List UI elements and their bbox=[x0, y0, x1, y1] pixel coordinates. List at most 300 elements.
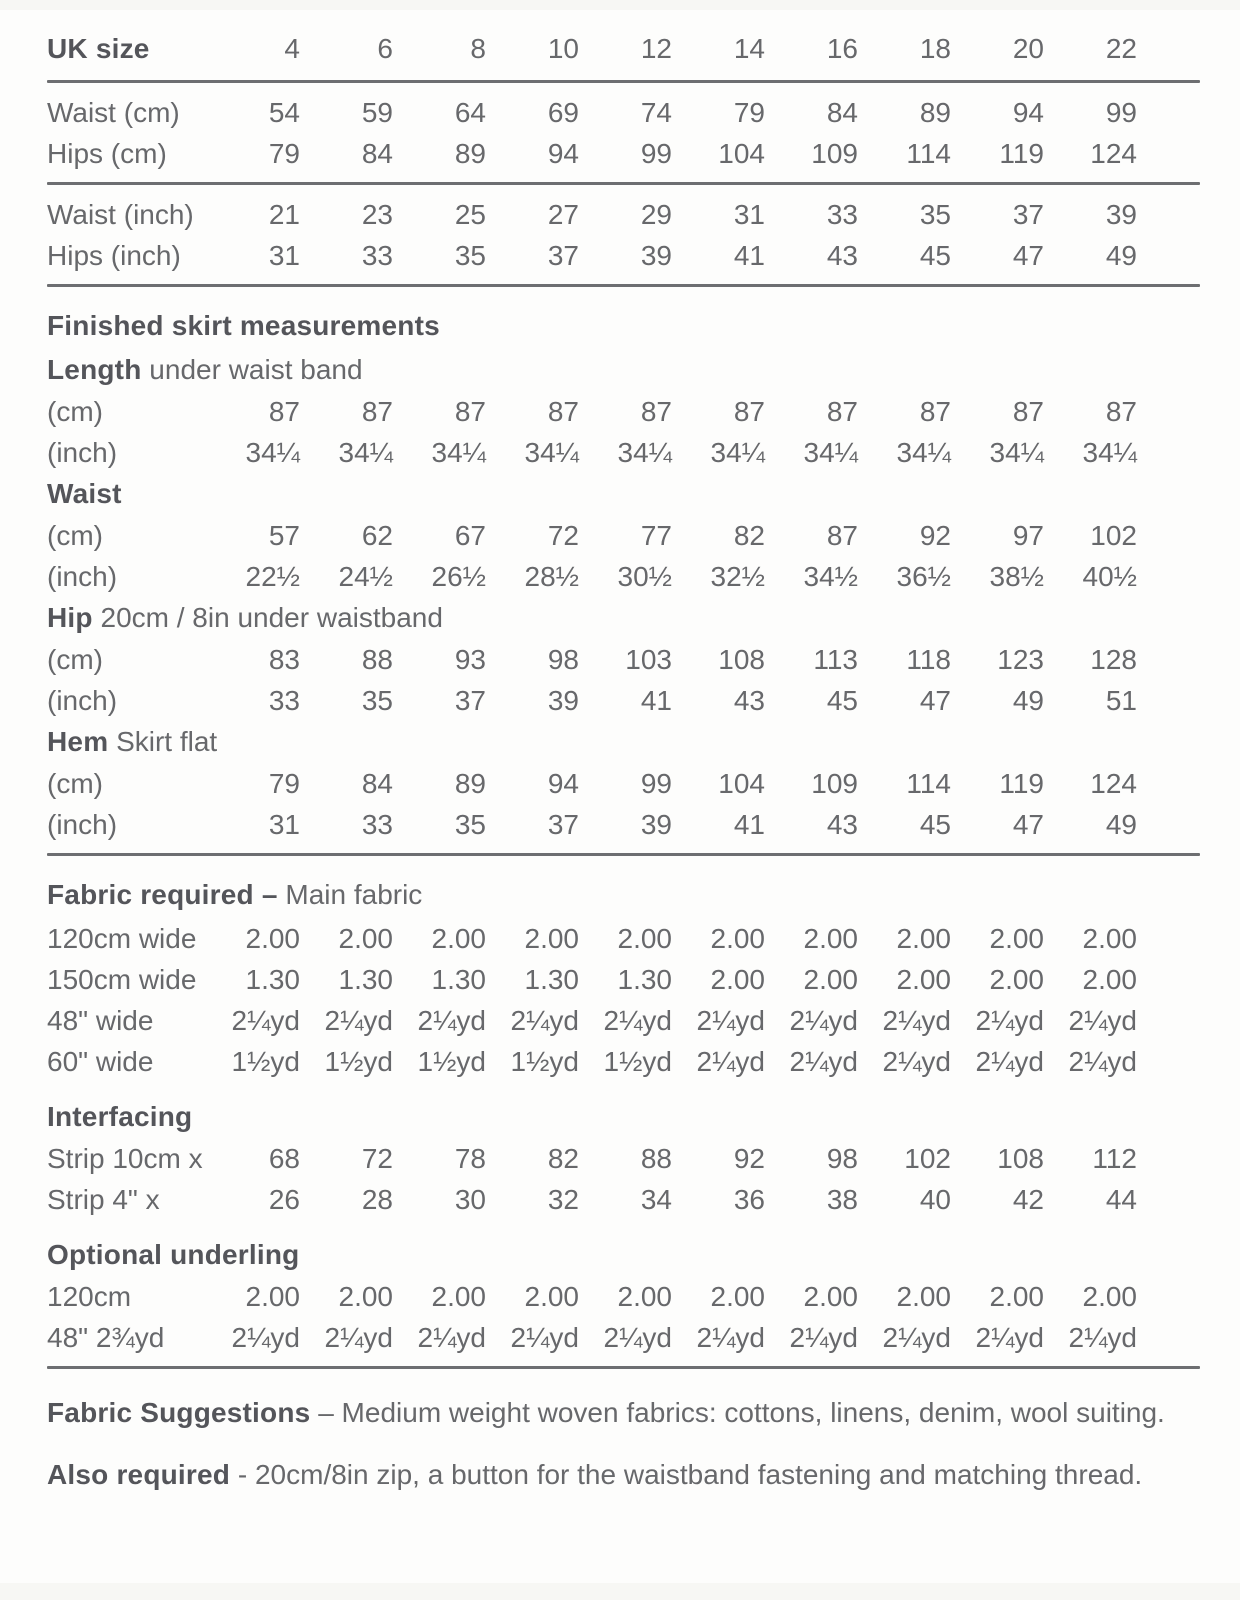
row-spacer bbox=[1137, 556, 1200, 597]
cell-value: 23 bbox=[361, 198, 393, 230]
section-title-cell bbox=[47, 349, 1200, 391]
cell-value: 2¼yd bbox=[510, 1321, 579, 1353]
cell-value: 79 bbox=[268, 137, 300, 169]
cell-value: 49 bbox=[1105, 239, 1137, 271]
cell-value: 123 bbox=[997, 643, 1044, 675]
row-label: Waist (inch) bbox=[47, 198, 194, 230]
cell-value: 74 bbox=[640, 96, 672, 128]
section-title-cell bbox=[47, 296, 1200, 349]
cell-value: 1.30 bbox=[431, 963, 486, 995]
data-row bbox=[47, 1276, 1200, 1317]
cell-value: 31 bbox=[268, 808, 300, 840]
cell-value: 2¼yd bbox=[696, 1321, 765, 1353]
cell-value: 2¼yd bbox=[975, 1004, 1044, 1036]
also-required-label: Also required bbox=[47, 1459, 231, 1490]
cell-value: 39 bbox=[640, 239, 672, 271]
cell-value: 1.30 bbox=[524, 963, 579, 995]
subtitle-row bbox=[47, 473, 1200, 515]
also-required-note bbox=[47, 1452, 1172, 1497]
rule-row bbox=[47, 276, 1200, 296]
cell-value: 34¼ bbox=[710, 436, 765, 468]
cell-value: 14 bbox=[733, 33, 765, 64]
cell-value: 99 bbox=[640, 767, 672, 799]
size-chart-table bbox=[47, 26, 1200, 1378]
subtitle-row bbox=[47, 597, 1200, 639]
section-title-cell bbox=[47, 1082, 1200, 1138]
data-row bbox=[47, 1138, 1200, 1179]
cell-value: 20 bbox=[1012, 33, 1044, 64]
cell-value: 1½yd bbox=[510, 1045, 579, 1077]
data-row bbox=[47, 1041, 1200, 1082]
cell-value: 2.00 bbox=[1082, 922, 1137, 954]
row-label: (inch) bbox=[47, 436, 118, 468]
row-label: (cm) bbox=[47, 767, 103, 799]
cell-value: 59 bbox=[361, 96, 393, 128]
data-row bbox=[47, 556, 1200, 597]
cell-value: 26 bbox=[268, 1183, 300, 1215]
section-title-cell bbox=[47, 865, 1200, 918]
cell-value: 2¼yd bbox=[417, 1004, 486, 1036]
cell-value: 22 bbox=[1105, 33, 1137, 64]
row-spacer bbox=[1137, 235, 1200, 276]
cell-value: 37 bbox=[1012, 198, 1044, 230]
cell-value: 2.00 bbox=[524, 922, 579, 954]
row-label: (cm) bbox=[47, 519, 103, 551]
row-spacer bbox=[1137, 432, 1200, 473]
cell-value: 2.00 bbox=[1082, 1280, 1137, 1312]
cell-value: 108 bbox=[997, 1142, 1044, 1174]
cell-value: 87 bbox=[733, 395, 765, 427]
cell-value: 2¼yd bbox=[417, 1321, 486, 1353]
cell-value: 94 bbox=[547, 137, 579, 169]
data-row bbox=[47, 918, 1200, 959]
cell-value: 28 bbox=[361, 1183, 393, 1215]
rule-row bbox=[47, 845, 1200, 865]
cell-value: 102 bbox=[1090, 519, 1137, 551]
cell-value: 37 bbox=[454, 684, 486, 716]
cell-value: 37 bbox=[547, 808, 579, 840]
cell-value: 45 bbox=[826, 684, 858, 716]
cell-value: 34¼ bbox=[1082, 436, 1137, 468]
data-row bbox=[47, 133, 1200, 174]
cell-value: 41 bbox=[733, 808, 765, 840]
cell-value: 114 bbox=[906, 137, 951, 169]
row-spacer bbox=[1137, 918, 1200, 959]
cell-value: 2.00 bbox=[431, 1280, 486, 1312]
notes-section bbox=[47, 1390, 1172, 1497]
row-spacer bbox=[1137, 763, 1200, 804]
cell-value: 113 bbox=[813, 643, 858, 675]
row-spacer bbox=[1137, 515, 1200, 556]
row-spacer bbox=[1137, 194, 1200, 235]
cell-value: 31 bbox=[733, 198, 765, 230]
title-row bbox=[47, 865, 1200, 918]
cell-value: 62 bbox=[361, 519, 393, 551]
cell-value: 2¼yd bbox=[510, 1004, 579, 1036]
section-title-bold: Optional underling bbox=[47, 1239, 300, 1270]
cell-value: 114 bbox=[906, 767, 951, 799]
cell-value: 49 bbox=[1012, 684, 1044, 716]
cell-value: 35 bbox=[454, 808, 486, 840]
cell-value: 33 bbox=[268, 684, 300, 716]
cell-value: 2¼yd bbox=[1068, 1321, 1137, 1353]
cell-value: 87 bbox=[1105, 395, 1137, 427]
cell-value: 2.00 bbox=[803, 963, 858, 995]
cell-value: 72 bbox=[547, 519, 579, 551]
cell-value: 18 bbox=[919, 33, 951, 64]
row-label: (cm) bbox=[47, 395, 103, 427]
row-spacer bbox=[1137, 1317, 1200, 1358]
divider-rule bbox=[47, 80, 1200, 83]
row-label: 48" 2¾yd bbox=[47, 1321, 165, 1353]
row-label: (inch) bbox=[47, 684, 118, 716]
fabric-suggestions-label: Fabric Suggestions bbox=[47, 1397, 311, 1428]
cell-value: 1.30 bbox=[617, 963, 672, 995]
cell-value: 87 bbox=[268, 395, 300, 427]
cell-value: 37 bbox=[547, 239, 579, 271]
subtitle-row bbox=[47, 721, 1200, 763]
cell-value: 8 bbox=[470, 33, 486, 64]
cell-value: 32 bbox=[547, 1183, 579, 1215]
cell-value: 2.00 bbox=[710, 922, 765, 954]
cell-value: 2¼yd bbox=[231, 1321, 300, 1353]
cell-value: 102 bbox=[904, 1142, 951, 1174]
cell-value: 41 bbox=[733, 239, 765, 271]
row-spacer bbox=[1137, 133, 1200, 174]
row-label: Hips (inch) bbox=[47, 239, 181, 271]
cell-value: 88 bbox=[640, 1142, 672, 1174]
section-title-cell bbox=[47, 1220, 1200, 1276]
cell-value: 77 bbox=[640, 519, 672, 551]
cell-value: 2.00 bbox=[803, 922, 858, 954]
cell-value: 34¼ bbox=[989, 436, 1044, 468]
subtitle-row bbox=[47, 1220, 1200, 1276]
cell-value: 98 bbox=[826, 1142, 858, 1174]
fabric-suggestions-note bbox=[47, 1390, 1172, 1435]
cell-value: 88 bbox=[361, 643, 393, 675]
cell-value: 2¼yd bbox=[882, 1004, 951, 1036]
cell-value: 28½ bbox=[524, 560, 579, 592]
cell-value: 2¼yd bbox=[789, 1321, 858, 1353]
cell-value: 2¼yd bbox=[603, 1004, 672, 1036]
cell-value: 44 bbox=[1105, 1183, 1137, 1215]
cell-value: 2.00 bbox=[989, 963, 1044, 995]
data-row bbox=[47, 391, 1200, 432]
cell-value: 31 bbox=[268, 239, 300, 271]
row-label: 48" wide bbox=[47, 1004, 154, 1036]
cell-value: 2.00 bbox=[524, 1280, 579, 1312]
cell-value: 40½ bbox=[1082, 560, 1137, 592]
row-spacer bbox=[1137, 1276, 1200, 1317]
cell-value: 47 bbox=[1012, 808, 1044, 840]
cell-value: 98 bbox=[547, 643, 579, 675]
cell-value: 39 bbox=[640, 808, 672, 840]
row-label: 150cm wide bbox=[47, 963, 197, 995]
section-title-bold: Hip bbox=[47, 602, 93, 633]
row-label: (cm) bbox=[47, 643, 103, 675]
cell-value: 119 bbox=[999, 137, 1044, 169]
cell-value: 89 bbox=[454, 137, 486, 169]
cell-value: 2.00 bbox=[617, 922, 672, 954]
data-row bbox=[47, 432, 1200, 473]
cell-value: 97 bbox=[1012, 519, 1044, 551]
cell-value: 87 bbox=[919, 395, 951, 427]
data-row bbox=[47, 959, 1200, 1000]
cell-value: 2.00 bbox=[710, 1280, 765, 1312]
data-row bbox=[47, 235, 1200, 276]
cell-value: 84 bbox=[361, 767, 393, 799]
cell-value: 104 bbox=[718, 767, 765, 799]
cell-value: 93 bbox=[454, 643, 486, 675]
cell-value: 33 bbox=[826, 198, 858, 230]
row-label: (inch) bbox=[47, 560, 118, 592]
row-spacer bbox=[1137, 92, 1200, 133]
cell-value: 124 bbox=[1090, 137, 1137, 169]
cell-value: 2.00 bbox=[989, 922, 1044, 954]
cell-value: 2¼yd bbox=[975, 1045, 1044, 1077]
cell-value: 2.00 bbox=[896, 1280, 951, 1312]
cell-value: 16 bbox=[826, 33, 858, 64]
data-row bbox=[47, 1179, 1200, 1220]
cell-value: 82 bbox=[547, 1142, 579, 1174]
cell-value: 2¼yd bbox=[231, 1004, 300, 1036]
cell-value: 49 bbox=[1105, 808, 1137, 840]
row-spacer bbox=[1137, 804, 1200, 845]
row-label: 60" wide bbox=[47, 1045, 154, 1077]
rule-row bbox=[47, 174, 1200, 194]
cell-value: 36 bbox=[733, 1183, 765, 1215]
cell-value: 41 bbox=[640, 684, 672, 716]
section-title-rest: 20cm / 8in under waistband bbox=[92, 602, 443, 633]
cell-value: 30 bbox=[454, 1183, 486, 1215]
divider-rule bbox=[47, 853, 1200, 856]
cell-value: 1.30 bbox=[338, 963, 393, 995]
cell-value: 94 bbox=[1012, 96, 1044, 128]
row-spacer bbox=[1137, 1138, 1200, 1179]
data-row bbox=[47, 680, 1200, 721]
cell-value: 67 bbox=[454, 519, 486, 551]
page-bottom-edge-band bbox=[0, 1583, 1240, 1600]
also-required-text: - 20cm/8in zip, a button for the waistband fastening and matching thread. bbox=[230, 1459, 1143, 1490]
cell-value: 42 bbox=[1012, 1183, 1044, 1215]
data-row bbox=[47, 804, 1200, 845]
section-title-cell bbox=[47, 721, 1200, 763]
cell-value: 2¼yd bbox=[324, 1004, 393, 1036]
cell-value: 2.00 bbox=[245, 922, 300, 954]
data-row bbox=[47, 515, 1200, 556]
cell-value: 2.00 bbox=[617, 1280, 672, 1312]
cell-value: 35 bbox=[919, 198, 951, 230]
cell-value: 43 bbox=[826, 239, 858, 271]
rule-row bbox=[47, 72, 1200, 92]
cell-value: 2¼yd bbox=[603, 1321, 672, 1353]
cell-value: 87 bbox=[826, 519, 858, 551]
cell-value: 34¼ bbox=[896, 436, 951, 468]
cell-value: 87 bbox=[1012, 395, 1044, 427]
cell-value: 2.00 bbox=[896, 963, 951, 995]
cell-value: 35 bbox=[454, 239, 486, 271]
cell-value: 36½ bbox=[896, 560, 951, 592]
cell-value: 10 bbox=[547, 33, 579, 64]
cell-value: 33 bbox=[361, 808, 393, 840]
cell-value: 34¼ bbox=[524, 436, 579, 468]
cell-value: 25 bbox=[454, 198, 486, 230]
divider-rule bbox=[47, 284, 1200, 287]
cell-value: 2¼yd bbox=[789, 1004, 858, 1036]
cell-value: 2.00 bbox=[338, 1280, 393, 1312]
subtitle-row bbox=[47, 349, 1200, 391]
cell-value: 34 bbox=[640, 1183, 672, 1215]
cell-value: 4 bbox=[284, 33, 300, 64]
divider-rule bbox=[47, 182, 1200, 185]
cell-value: 2¼yd bbox=[975, 1321, 1044, 1353]
row-label: Strip 10cm x bbox=[47, 1142, 203, 1174]
cell-value: 38 bbox=[826, 1183, 858, 1215]
cell-value: 128 bbox=[1090, 643, 1137, 675]
cell-value: 24½ bbox=[338, 560, 393, 592]
data-row bbox=[47, 92, 1200, 133]
cell-value: 12 bbox=[640, 33, 672, 64]
cell-value: 2¼yd bbox=[882, 1045, 951, 1077]
cell-value: 109 bbox=[811, 137, 858, 169]
cell-value: 2.00 bbox=[896, 922, 951, 954]
section-title-cell bbox=[47, 473, 1200, 515]
cell-value: 124 bbox=[1090, 767, 1137, 799]
cell-value: 69 bbox=[547, 96, 579, 128]
cell-value: 104 bbox=[718, 137, 765, 169]
cell-value: 89 bbox=[454, 767, 486, 799]
row-label: Strip 4" x bbox=[47, 1183, 160, 1215]
cell-value: 2¼yd bbox=[789, 1045, 858, 1077]
cell-value: 40 bbox=[919, 1183, 951, 1215]
cell-value: 108 bbox=[718, 643, 765, 675]
cell-value: 35 bbox=[361, 684, 393, 716]
section-title-rest: Skirt flat bbox=[108, 726, 218, 757]
row-spacer bbox=[1137, 391, 1200, 432]
cell-value: 34½ bbox=[803, 560, 858, 592]
cell-value: 79 bbox=[268, 767, 300, 799]
cell-value: 34¼ bbox=[431, 436, 486, 468]
rule-row bbox=[47, 1358, 1200, 1378]
cell-value: 1½yd bbox=[417, 1045, 486, 1077]
rule-cell bbox=[47, 276, 1200, 296]
section-title-bold: Hem bbox=[47, 726, 109, 757]
cell-value: 103 bbox=[625, 643, 672, 675]
row-spacer bbox=[1137, 680, 1200, 721]
cell-value: 79 bbox=[733, 96, 765, 128]
cell-value: 32½ bbox=[710, 560, 765, 592]
section-title-bold: Finished skirt measurements bbox=[47, 309, 440, 341]
section-title-rest: Main fabric bbox=[277, 878, 423, 910]
cell-value: 45 bbox=[919, 808, 951, 840]
cell-value: 109 bbox=[811, 767, 858, 799]
cell-value: 82 bbox=[733, 519, 765, 551]
cell-value: 87 bbox=[826, 395, 858, 427]
cell-value: 47 bbox=[919, 684, 951, 716]
cell-value: 2.00 bbox=[1082, 963, 1137, 995]
cell-value: 39 bbox=[547, 684, 579, 716]
rule-cell bbox=[47, 174, 1200, 194]
cell-value: 87 bbox=[640, 395, 672, 427]
cell-value: 112 bbox=[1092, 1142, 1137, 1174]
section-title-bold: Waist bbox=[47, 478, 122, 509]
cell-value: 87 bbox=[454, 395, 486, 427]
data-row bbox=[47, 1317, 1200, 1358]
cell-value: 92 bbox=[733, 1142, 765, 1174]
cell-value: 2.00 bbox=[245, 1280, 300, 1312]
cell-value: 22½ bbox=[245, 560, 300, 592]
cell-value: 29 bbox=[640, 198, 672, 230]
cell-value: 34¼ bbox=[803, 436, 858, 468]
cell-value: 2.00 bbox=[338, 922, 393, 954]
size-chart-table-body bbox=[47, 26, 1200, 1378]
cell-value: 1½yd bbox=[603, 1045, 672, 1077]
cell-value: 30½ bbox=[617, 560, 672, 592]
section-title-bold: Length bbox=[47, 354, 142, 385]
cell-value: 2¼yd bbox=[1068, 1045, 1137, 1077]
cell-value: 119 bbox=[999, 767, 1044, 799]
cell-value: 57 bbox=[268, 519, 300, 551]
section-title-cell bbox=[47, 597, 1200, 639]
cell-value: 2¼yd bbox=[696, 1004, 765, 1036]
cell-value: 51 bbox=[1105, 684, 1137, 716]
cell-value: 68 bbox=[268, 1142, 300, 1174]
section-title-bold: Interfacing bbox=[47, 1101, 193, 1132]
row-spacer bbox=[1137, 1000, 1200, 1041]
cell-value: 2.00 bbox=[431, 922, 486, 954]
cell-value: 84 bbox=[826, 96, 858, 128]
cell-value: 92 bbox=[919, 519, 951, 551]
cell-value: 94 bbox=[547, 767, 579, 799]
row-spacer bbox=[1137, 959, 1200, 1000]
cell-value: 54 bbox=[268, 96, 300, 128]
row-label: 120cm bbox=[47, 1280, 132, 1312]
title-row bbox=[47, 296, 1200, 349]
rule-cell bbox=[47, 72, 1200, 92]
row-spacer bbox=[1137, 1179, 1200, 1220]
cell-value: 2.00 bbox=[803, 1280, 858, 1312]
cell-value: 89 bbox=[919, 96, 951, 128]
cell-value: 1½yd bbox=[324, 1045, 393, 1077]
data-row bbox=[47, 763, 1200, 804]
cell-value: 2¼yd bbox=[1068, 1004, 1137, 1036]
cell-value: 118 bbox=[906, 643, 951, 675]
cell-value: 34¼ bbox=[617, 436, 672, 468]
cell-value: 6 bbox=[377, 33, 393, 64]
cell-value: 26½ bbox=[431, 560, 486, 592]
cell-value: 33 bbox=[361, 239, 393, 271]
cell-value: 1½yd bbox=[231, 1045, 300, 1077]
cell-value: 99 bbox=[640, 137, 672, 169]
row-spacer bbox=[1137, 26, 1200, 72]
cell-value: 21 bbox=[268, 198, 300, 230]
cell-value: 2¼yd bbox=[882, 1321, 951, 1353]
section-title-bold: Fabric required – bbox=[47, 878, 278, 910]
cell-value: 34¼ bbox=[245, 436, 300, 468]
subtitle-row bbox=[47, 1082, 1200, 1138]
data-row bbox=[47, 1000, 1200, 1041]
cell-value: 43 bbox=[826, 808, 858, 840]
cell-value: 87 bbox=[361, 395, 393, 427]
cell-value: 47 bbox=[1012, 239, 1044, 271]
rule-cell bbox=[47, 845, 1200, 865]
cell-value: 27 bbox=[547, 198, 579, 230]
row-spacer bbox=[1137, 1041, 1200, 1082]
cell-value: 78 bbox=[454, 1142, 486, 1174]
cell-value: 2¼yd bbox=[324, 1321, 393, 1353]
data-row bbox=[47, 194, 1200, 235]
section-title-rest: under waist band bbox=[141, 354, 363, 385]
